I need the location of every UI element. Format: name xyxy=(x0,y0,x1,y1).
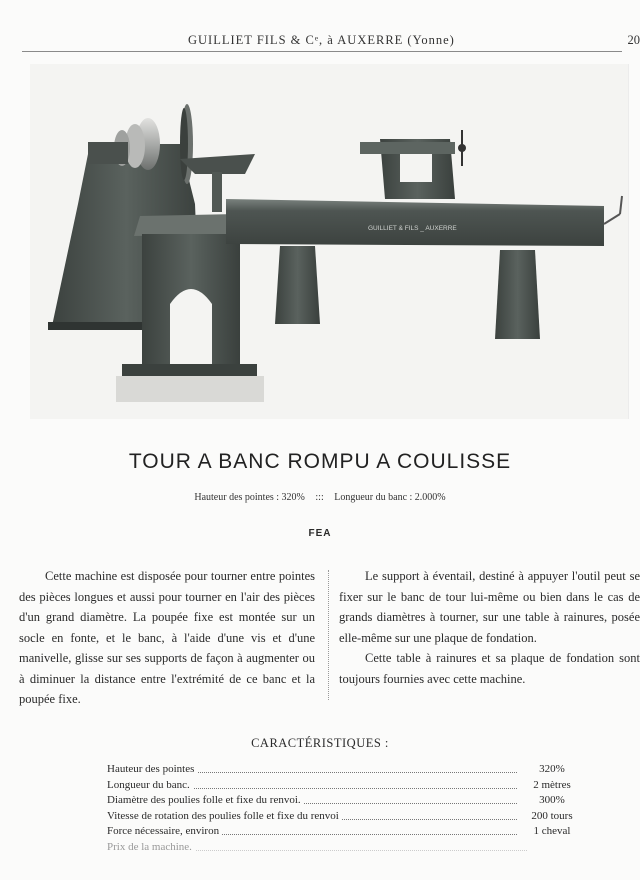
spec-row xyxy=(107,794,587,810)
spec-label: Longueur du banc. xyxy=(107,779,193,791)
model-code: FEA xyxy=(308,528,332,539)
spec-label: Hauteur des pointes xyxy=(107,763,197,775)
description-paragraph: Cette table à rainures et sa plaque de fondation sont toujours fournies avec cette machine. xyxy=(339,651,640,686)
spec-value: 1 cheval xyxy=(517,825,587,837)
characteristics-title: CARACTÉRISTIQUES : xyxy=(251,736,389,750)
spec-length: Longueur du banc : 2.000% xyxy=(334,492,446,503)
page-title: TOUR A BANC ROMPU A COULISSE xyxy=(128,450,512,473)
spec-separator: ::: xyxy=(315,492,324,503)
spec-label: Diamètre des poulies folle et fixe du renvoi. xyxy=(107,794,304,806)
spec-line xyxy=(0,492,640,503)
spec-value: 2 mètres xyxy=(517,779,587,791)
column-divider xyxy=(328,570,329,700)
page-number: 20 xyxy=(627,33,640,47)
header-title: GUILLIET FILS & Cᵉ, à AUXERRE (Yonne) xyxy=(188,33,455,47)
spec-label: Force nécessaire, environ xyxy=(107,825,222,837)
spec-row xyxy=(107,825,587,841)
spec-height: Hauteur des pointes : 320% xyxy=(194,492,305,503)
spec-row xyxy=(107,779,587,795)
page-header xyxy=(0,33,640,51)
spec-label: Prix de la machine. xyxy=(107,841,195,853)
description-paragraph: Cette machine est disposée pour tourner entre pointes des pièces longues et aussi pour tourner en l'air des pièces d'un grand diamètre. La poupée fixe est montée sur un socle en fonte, et le banc, à l'aide d'une vis et d'une manivelle, glisse sur ses supports de façon à augmenter ou à diminuer la distance entre l'extrémité de ce banc et la poupée fixe. xyxy=(19,569,315,706)
spec-value: 320% xyxy=(517,763,587,775)
spec-row xyxy=(107,841,587,857)
header-rule xyxy=(22,51,622,52)
spec-value: 200 tours xyxy=(517,810,587,822)
description-paragraph: Le support à éventail, destiné à appuyer l'outil peut se fixer sur le banc de tour lui-même ou bien dans le cas de grands diamètres à tourner, sur une table à rainures, posée elle-même sur une plaque de fondation. xyxy=(339,569,640,645)
spec-row xyxy=(107,810,587,826)
description-left xyxy=(19,566,315,710)
spec-value: 300% xyxy=(517,794,587,806)
spec-row xyxy=(107,763,587,779)
characteristics-table xyxy=(107,763,587,856)
lathe-photograph xyxy=(30,64,629,419)
bed-inscription: GUILLIET & FILS _ AUXERRE xyxy=(368,225,457,232)
spec-label: Vitesse de rotation des poulies folle et fixe du renvoi xyxy=(107,810,342,822)
description-right xyxy=(339,566,640,689)
